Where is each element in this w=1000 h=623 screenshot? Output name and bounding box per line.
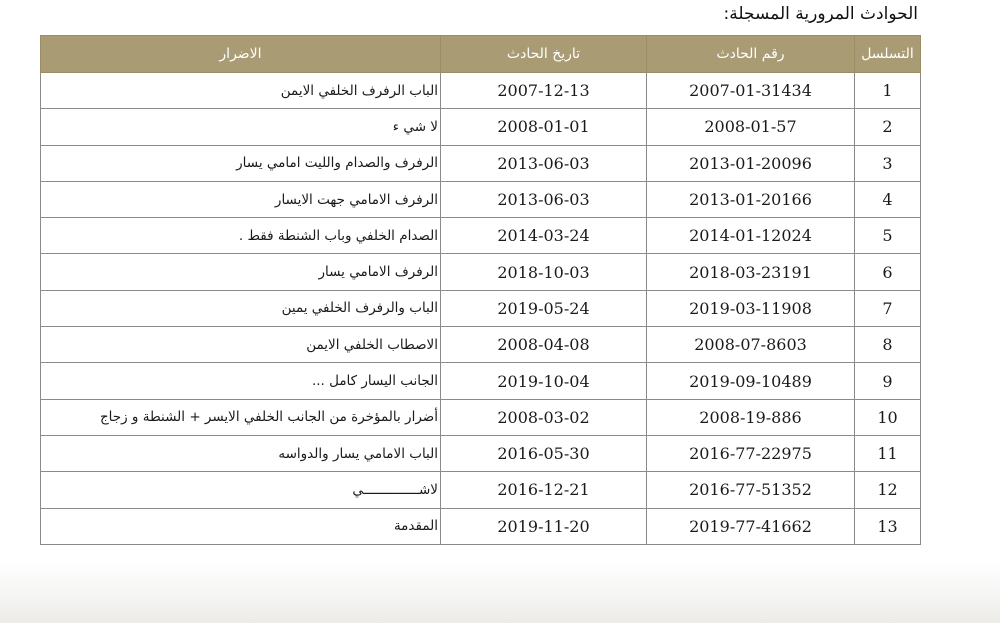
- cell-incident-number: 2014-01-12024: [647, 218, 855, 254]
- cell-damages: أضرار بالمؤخرة من الجانب الخلفي الايسر + الشنطة و زجاج: [41, 399, 441, 435]
- table-row: [41, 508, 921, 544]
- cell-serial: 10: [855, 399, 921, 435]
- cell-damages: الباب والرفرف الخلفي يمين: [41, 290, 441, 326]
- cell-serial: 11: [855, 435, 921, 471]
- table-row: [41, 327, 921, 363]
- cell-incident-date: 2019-05-24: [441, 290, 647, 326]
- section-title: الحوادث المرورية المسجلة:: [723, 4, 918, 24]
- header-damages: الاضرار: [41, 36, 441, 73]
- cell-incident-date: 2007-12-13: [441, 73, 647, 109]
- cell-incident-date: 2019-10-04: [441, 363, 647, 399]
- table-row: [41, 435, 921, 471]
- cell-incident-date: 2016-05-30: [441, 435, 647, 471]
- table-body: [41, 73, 921, 545]
- cell-serial: 13: [855, 508, 921, 544]
- cell-serial: 2: [855, 109, 921, 145]
- cell-incident-number: 2019-09-10489: [647, 363, 855, 399]
- cell-damages: الرفرف والصدام والليت امامي يسار: [41, 145, 441, 181]
- cell-damages: الصدام الخلفي وباب الشنطة فقط .: [41, 218, 441, 254]
- cell-incident-number: 2007-01-31434: [647, 73, 855, 109]
- cell-incident-date: 2019-11-20: [441, 508, 647, 544]
- cell-incident-date: 2008-04-08: [441, 327, 647, 363]
- cell-serial: 12: [855, 472, 921, 508]
- cell-serial: 1: [855, 73, 921, 109]
- cell-damages: الاصطاب الخلفي الايمن: [41, 327, 441, 363]
- cell-damages: الرفرف الامامي يسار: [41, 254, 441, 290]
- cell-serial: 6: [855, 254, 921, 290]
- cell-incident-date: 2008-01-01: [441, 109, 647, 145]
- table-row: [41, 145, 921, 181]
- cell-incident-date: 2016-12-21: [441, 472, 647, 508]
- cell-serial: 3: [855, 145, 921, 181]
- cell-incident-number: 2008-01-57: [647, 109, 855, 145]
- cell-incident-date: 2013-06-03: [441, 181, 647, 217]
- cell-incident-number: 2016-77-22975: [647, 435, 855, 471]
- table-header: [41, 36, 921, 73]
- cell-incident-number: 2008-07-8603: [647, 327, 855, 363]
- table-row: [41, 363, 921, 399]
- cell-incident-number: 2008-19-886: [647, 399, 855, 435]
- cell-incident-date: 2008-03-02: [441, 399, 647, 435]
- cell-incident-date: 2018-10-03: [441, 254, 647, 290]
- table-row: [41, 218, 921, 254]
- cell-damages: لاشــــــــــــــي: [41, 472, 441, 508]
- table-row: [41, 472, 921, 508]
- cell-damages: لا شي ء: [41, 109, 441, 145]
- cell-incident-number: 2019-03-11908: [647, 290, 855, 326]
- table-row: [41, 73, 921, 109]
- table-row: [41, 254, 921, 290]
- cell-incident-date: 2013-06-03: [441, 145, 647, 181]
- cell-damages: المقدمة: [41, 508, 441, 544]
- cell-serial: 4: [855, 181, 921, 217]
- header-serial: التسلسل: [855, 36, 921, 73]
- header-incident-date: تاريخ الحادث: [441, 36, 647, 73]
- header-incident-number: رقم الحادث: [647, 36, 855, 73]
- cell-damages: الباب الرفرف الخلفي الايمن: [41, 73, 441, 109]
- cell-damages: الرفرف الامامي جهت الايسار: [41, 181, 441, 217]
- table-row: [41, 290, 921, 326]
- header-row: [41, 36, 921, 73]
- cell-damages: الجانب اليسار كامل ...: [41, 363, 441, 399]
- table-row: [41, 109, 921, 145]
- cell-incident-date: 2014-03-24: [441, 218, 647, 254]
- table-row: [41, 399, 921, 435]
- cell-serial: 9: [855, 363, 921, 399]
- cell-damages: الباب الامامي يسار والدواسه: [41, 435, 441, 471]
- cell-incident-number: 2019-77-41662: [647, 508, 855, 544]
- cell-serial: 7: [855, 290, 921, 326]
- cell-incident-number: 2016-77-51352: [647, 472, 855, 508]
- cell-incident-number: 2013-01-20096: [647, 145, 855, 181]
- cell-serial: 8: [855, 327, 921, 363]
- cell-incident-number: 2018-03-23191: [647, 254, 855, 290]
- incidents-table: [40, 35, 921, 545]
- cell-incident-number: 2013-01-20166: [647, 181, 855, 217]
- cell-serial: 5: [855, 218, 921, 254]
- table-row: [41, 181, 921, 217]
